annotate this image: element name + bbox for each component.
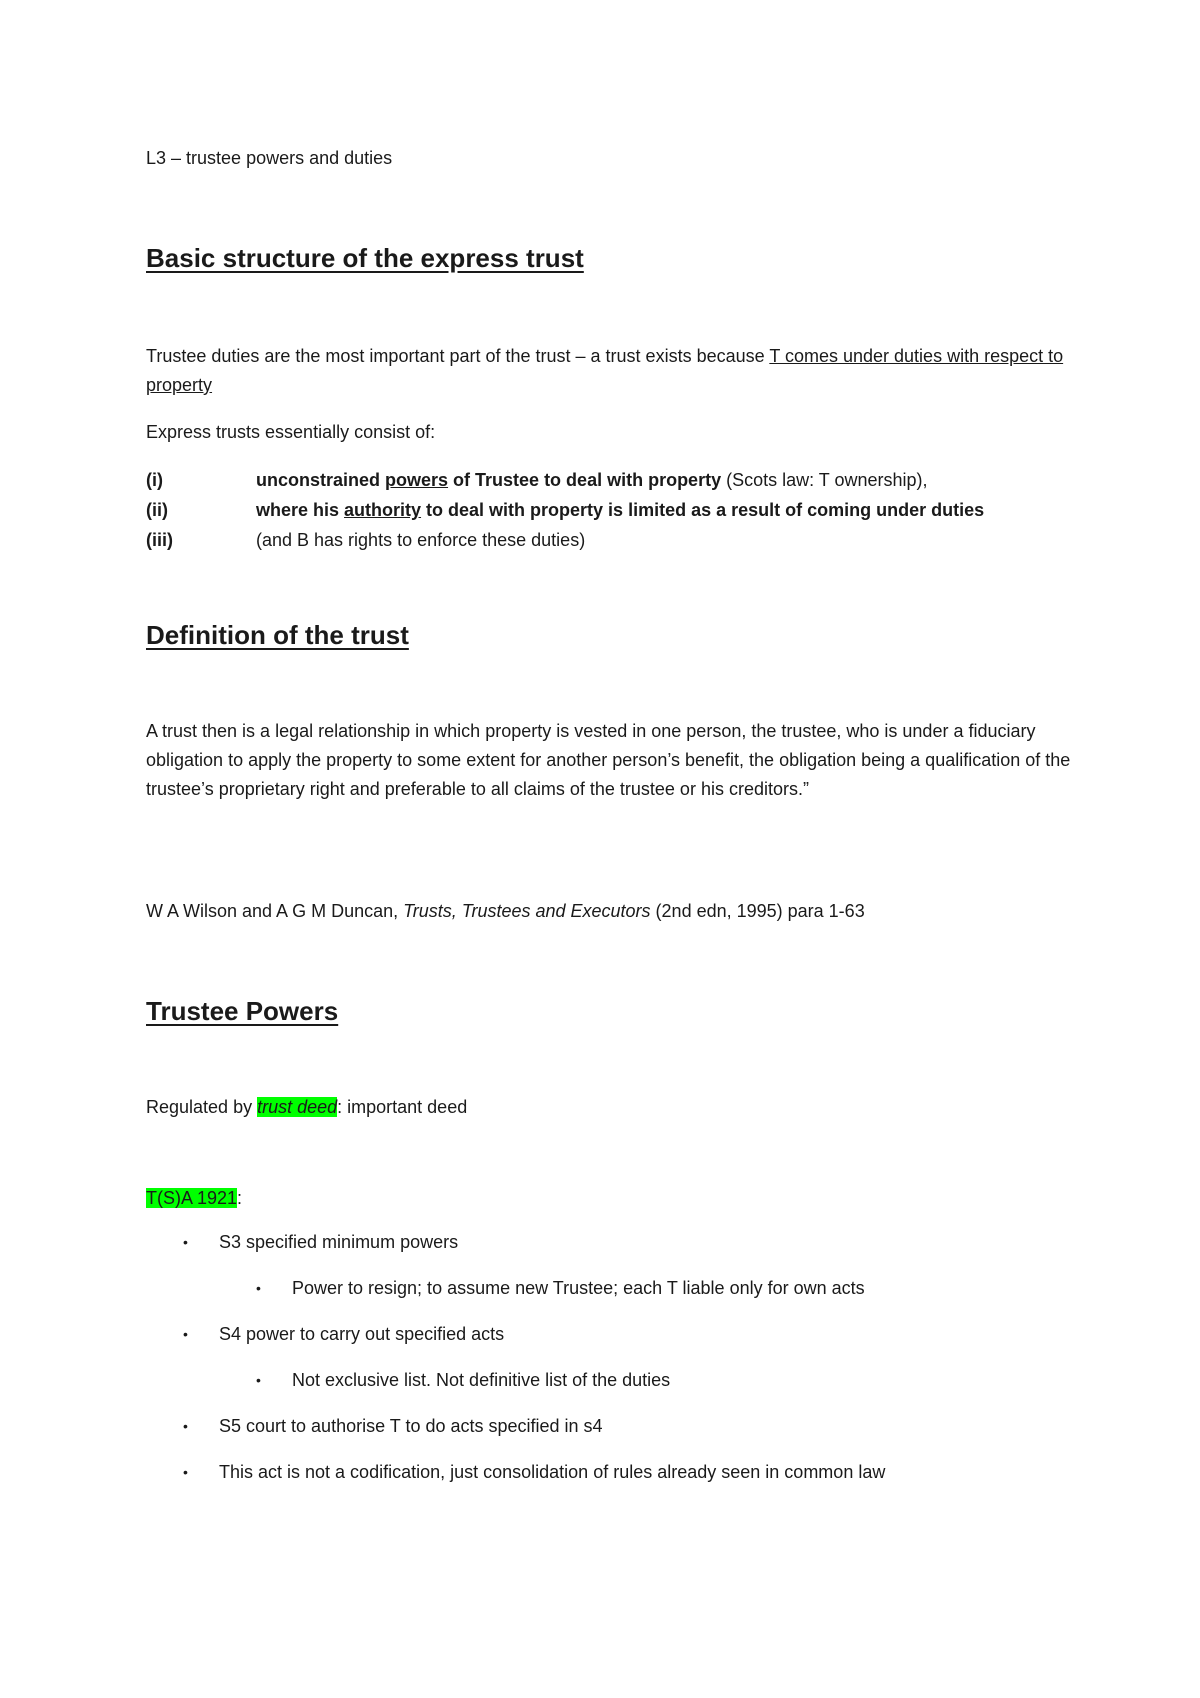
list-item [146,1459,1086,1505]
trustee-duties-paragraph [146,342,1086,400]
bullet-text: This act is not a codification, just consolidation of rules already seen in common law [219,1462,886,1482]
bullet-icon: • [183,1234,188,1250]
intro-underlined-text: T comes under duties with respect to property [146,346,1064,395]
list-item [146,1321,1086,1367]
list-item-text: to deal with property is limited as a result of coming under duties [421,500,985,520]
bullet-list [146,1229,1086,1505]
intro-text: Trustee duties are the most important part of the trust – a trust exists because [146,346,770,366]
list-item-number: (i) [146,470,163,490]
bullet-text: S4 power to carry out specified acts [219,1324,505,1344]
regulated-text: Regulated by [146,1097,258,1117]
highlighted-trust-deed: trust deed [257,1097,338,1117]
bullet-icon: • [183,1418,188,1434]
bullet-text: S3 specified minimum powers [219,1232,459,1252]
list-item [146,465,984,495]
numbered-list [146,465,984,555]
bullet-icon: • [183,1464,188,1480]
bullet-icon: • [256,1280,261,1296]
regulated-by-line [146,1093,1086,1122]
list-item-note: (Scots law: T ownership), [721,470,928,490]
citation-authors: W A Wilson and A G M Duncan, [146,901,404,921]
heading-definition: Definition of the trust [146,620,409,650]
list-item-underlined: powers [385,470,449,490]
list-item [146,1413,1086,1459]
list-item-underlined: authority [344,500,422,520]
trust-definition-quote: A trust then is a legal relationship in which property is vested in one person, the trustee, who is under a fiduciary obligation to apply the property to some extent for another person’s benefit, the obligation being a qualification of the trustee’s proprietary right and preferable to all claims of the trustee or his creditors.” [146,721,1071,799]
act-reference-line [146,1184,1086,1213]
bullet-text: Not exclusive list. Not definitive list of the duties [292,1370,671,1390]
list-item-text: (and B has rights to enforce these duties) [256,530,586,550]
list-item-text: where his [256,500,345,520]
highlighted-act: T(S)A 1921 [146,1188,238,1208]
heading-basic-structure: Basic structure of the express trust [146,243,584,273]
lecture-subtitle: L3 – trustee powers and duties [146,148,393,168]
list-item [146,495,984,525]
list-item-text: unconstrained [256,470,386,490]
list-item-number: (ii) [146,500,168,520]
bullet-text: S5 court to authorise T to do acts specified in s4 [219,1416,603,1436]
regulated-text: : important deed [337,1097,468,1117]
list-item [146,525,984,555]
citation-details: (2nd edn, 1995) para 1-63 [650,901,865,921]
heading-trustee-powers: Trustee Powers [146,996,339,1026]
citation [146,897,1086,926]
bullet-icon: • [183,1326,188,1342]
express-trusts-intro: Express trusts essentially consist of: [146,422,436,442]
list-item [146,1229,1086,1275]
bullet-icon: • [256,1372,261,1388]
citation-title: Trusts, Trustees and Executors [403,901,651,921]
list-item-number: (iii) [146,530,173,550]
list-item [146,1275,1086,1321]
list-item [146,1367,1086,1413]
list-item-text: of Trustee to deal with property [448,470,722,490]
act-colon: : [237,1188,243,1208]
bullet-text: Power to resign; to assume new Trustee; each T liable only for own acts [292,1278,865,1298]
